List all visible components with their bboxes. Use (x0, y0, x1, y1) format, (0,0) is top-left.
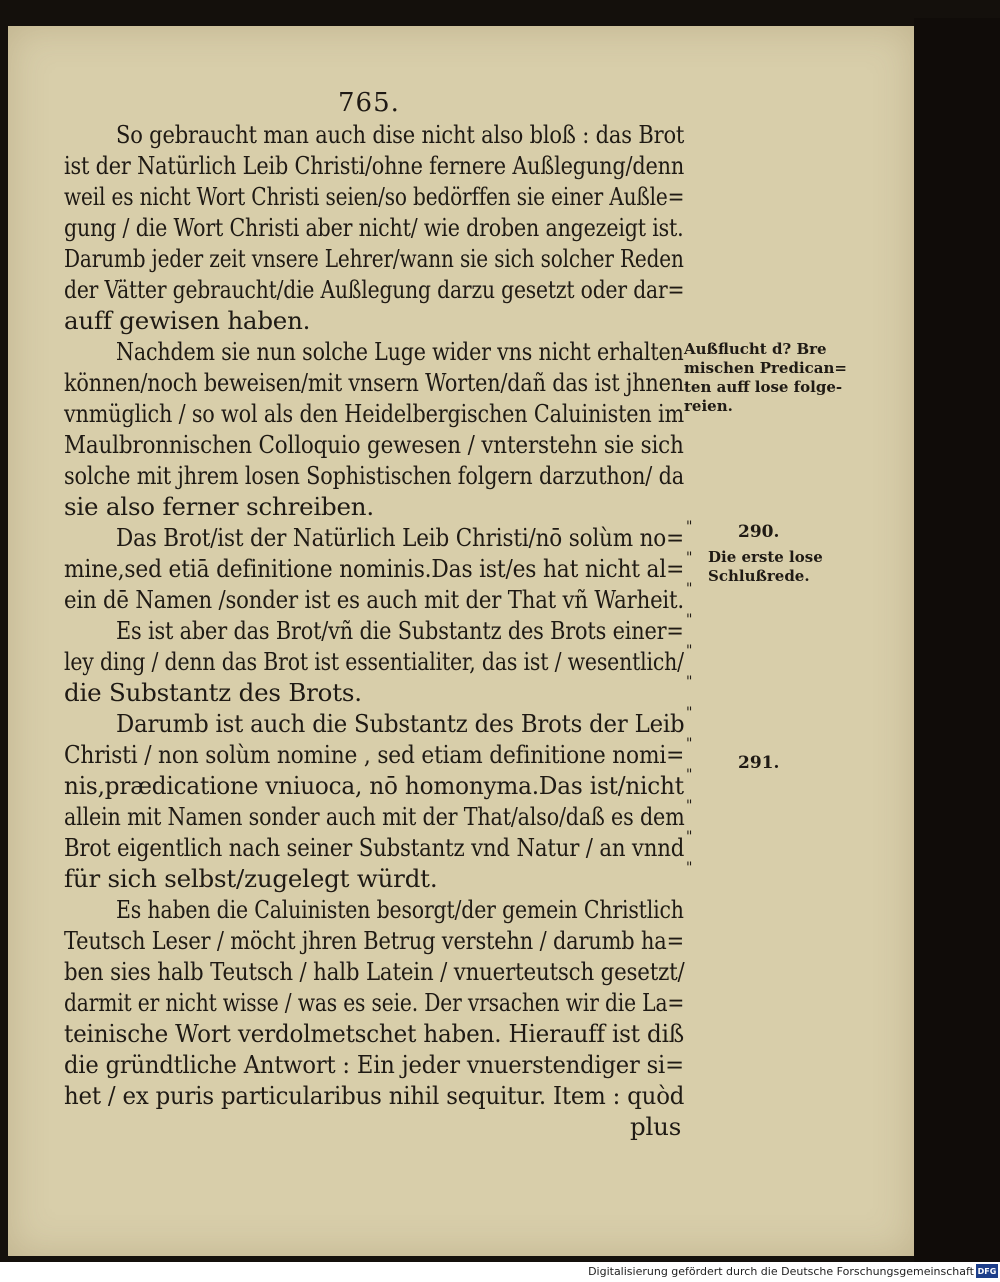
text-line: weil es nicht Wort Christi seien/so bedörffen sie einer Außle= (64, 182, 685, 211)
text-line: Maulbronnischen Colloquio gewesen / vnterstehn sie sich (64, 430, 684, 459)
text-line: ben sies halb Teutsch / halb Latein / vnuerteutsch gesetzt/ (64, 957, 685, 986)
text-line: Nachdem sie nun solche Luge wider vns nicht erhalten (116, 337, 684, 366)
catchword: plus (630, 1112, 682, 1141)
text-line: teinische Wort verdolmetschet haben. Hierauff ist diß (64, 1019, 684, 1048)
text-line: Christi / non solùm nomine , sed etiam definitione nomi= (64, 740, 685, 769)
text-line: allein mit Namen sonder auch mit der That/also/daß es dem (64, 802, 685, 831)
text-line: sie also ferner schreiben. (64, 492, 374, 521)
text-line: Brot eigentlich nach seiner Substantz vnd Natur / an vnnd (64, 833, 685, 862)
text-line: vnmüglich / so wol als den Heidelbergischen Caluinisten im (64, 399, 684, 428)
quote-mark-icon: " (686, 581, 693, 597)
page-number: 765. (338, 88, 400, 118)
text-line: für sich selbst/zugelegt würdt. (64, 864, 438, 893)
text-line: Darumb jeder zeit vnsere Lehrer/wann sie sich solcher Reden (64, 244, 684, 273)
text-line: mine,sed etiā definitione nominis.Das ist/es hat nicht al= (64, 554, 685, 583)
text-line: ein dē Namen /sonder ist es auch mit der That vñ Warheit. (64, 585, 684, 614)
quote-mark-icon: " (686, 860, 693, 876)
text-line: Das Brot/ist der Natürlich Leib Christi/nō solùm no= (116, 523, 684, 552)
text-line: het / ex puris particularibus nihil sequitur. Item : quòd (64, 1081, 685, 1110)
footer-bar (0, 1262, 1000, 1282)
text-line: ley ding / denn das Brot ist essentialiter, das ist / wesentlich/ (64, 647, 684, 676)
quote-mark-icon: " (686, 705, 693, 721)
quote-mark-icon: " (686, 736, 693, 752)
footer-credit: Digitalisierung gefördert durch die Deutsche Forschungsgemeinschaft (588, 1265, 974, 1278)
quote-mark-icon: " (686, 767, 693, 783)
quote-mark-icon: " (686, 798, 693, 814)
quote-mark-icon: " (686, 829, 693, 845)
text-line: ist der Natürlich Leib Christi/ohne fernere Außlegung/denn (64, 151, 685, 180)
dfg-logo-icon: DFG (976, 1264, 998, 1278)
quote-mark-icon: " (686, 643, 693, 659)
margin-section-number: 291. (738, 753, 780, 773)
text-line: Teutsch Leser / möcht jhren Betrug verstehn / darumb ha= (64, 926, 684, 955)
text-line: Es ist aber das Brot/vñ die Substantz des Brots einer= (116, 616, 684, 645)
margin-section-number: 290. (738, 522, 780, 542)
text-line: darmit er nicht wisse / was es seie. Der vrsachen wir die La= (64, 988, 685, 1017)
quote-mark-icon: " (686, 674, 693, 690)
quote-mark-icon: " (686, 612, 693, 628)
text-line: Darumb ist auch die Substantz des Brots der Leib (116, 709, 685, 738)
quote-mark-icon: " (686, 519, 693, 535)
page-edge-shadow (914, 18, 1000, 1262)
text-line: der Vätter gebraucht/die Außlegung darzu gesetzt oder dar= (64, 275, 685, 304)
quote-mark-icon: " (686, 550, 693, 566)
text-line: Es haben die Caluinisten besorgt/der gemein Christlich (116, 895, 684, 924)
text-line: können/noch beweisen/mit vnsern Worten/dañ das ist jhnen (64, 368, 684, 397)
text-line: So gebraucht man auch dise nicht also bloß : das Brot (116, 120, 685, 149)
text-line: die Substantz des Brots. (64, 678, 362, 707)
text-line: gung / die Wort Christi aber nicht/ wie droben angezeigt ist. (64, 213, 684, 242)
text-line: auff gewisen haben. (64, 306, 311, 335)
text-line: nis,prædicatione vniuoca, nō homonyma.Das ist/nicht (64, 771, 684, 800)
text-line: die gründtliche Antwort : Ein jeder vnuerstendiger si= (64, 1050, 684, 1079)
text-line: solche mit jhrem losen Sophistischen folgern darzuthon/ da (64, 461, 684, 490)
